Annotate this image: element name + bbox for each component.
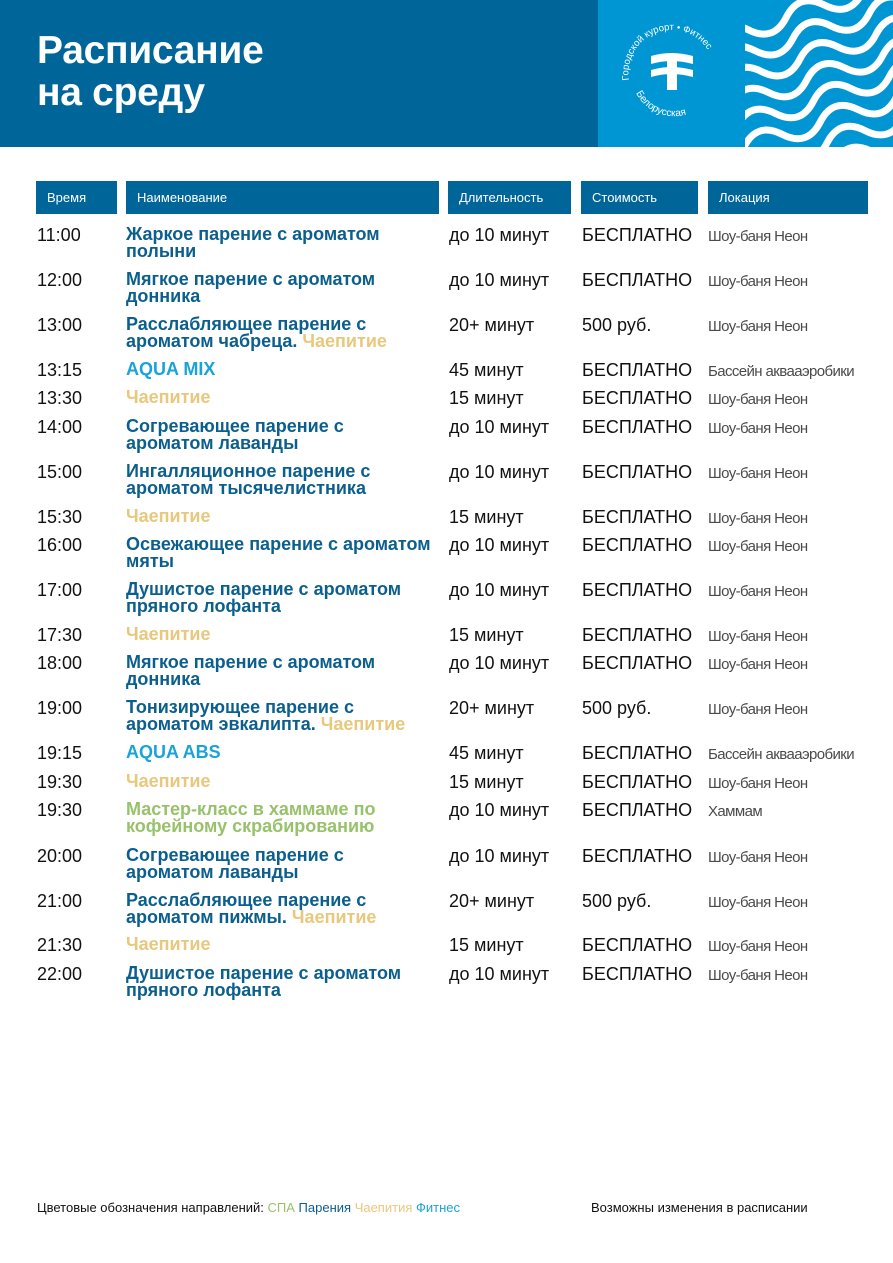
- row-name-tea: Чаепитие: [286, 907, 377, 927]
- legend-tea: Чаепития: [354, 1200, 413, 1215]
- row-name: [126, 936, 431, 953]
- row-time: 15:00: [37, 462, 83, 482]
- column-header-name: Наименование: [126, 181, 439, 214]
- row-time: 11:00: [37, 225, 81, 245]
- row-time: 17:00: [37, 580, 83, 600]
- row-cost: БЕСПЛАТНО: [582, 772, 693, 792]
- row-location: Шоу-баня Неон: [708, 701, 808, 718]
- row-cost: БЕСПЛАТНО: [582, 417, 693, 437]
- row-name: [126, 626, 431, 643]
- row-duration: до 10 минут: [449, 462, 550, 482]
- row-name: [126, 773, 431, 790]
- row-name: [126, 699, 431, 733]
- row-location: Шоу-баня Неон: [708, 273, 808, 290]
- row-duration: 15 минут: [449, 388, 524, 408]
- row-time: 16:00: [37, 535, 83, 555]
- row-name: [126, 744, 431, 761]
- row-name-tea: Чаепитие: [126, 934, 211, 954]
- row-time: 12:00: [37, 270, 83, 290]
- row-time: 19:00: [37, 698, 83, 718]
- row-name-steam: Ингалляционное парение с ароматом тысячелистника: [126, 461, 371, 498]
- row-location: Шоу-баня Неон: [708, 391, 808, 408]
- row-duration: 20+ минут: [449, 891, 535, 911]
- row-duration: до 10 минут: [449, 800, 550, 820]
- row-location: Шоу-баня Неон: [708, 938, 808, 955]
- legend-steam: Парения: [298, 1200, 352, 1215]
- row-duration: 15 минут: [449, 625, 524, 645]
- row-name: [126, 847, 431, 881]
- row-duration: до 10 минут: [449, 535, 550, 555]
- row-name: [126, 654, 431, 688]
- row-name-steam: Мягкое парение с ароматом донника: [126, 652, 376, 689]
- row-name-steam: Расслабляющее парение с ароматом пижмы.: [126, 890, 367, 927]
- row-name: [126, 892, 431, 926]
- row-location: Шоу-баня Неон: [708, 465, 808, 482]
- row-location: Шоу-баня Неон: [708, 656, 808, 673]
- row-location: Бассейн аквааэробики: [708, 746, 854, 763]
- row-time: 19:15: [37, 743, 83, 763]
- row-cost: БЕСПЛАТНО: [582, 270, 693, 290]
- row-location: Шоу-баня Неон: [708, 849, 808, 866]
- row-duration: 20+ минут: [449, 315, 535, 335]
- row-name: [126, 226, 431, 260]
- row-location: Шоу-баня Неон: [708, 420, 808, 437]
- row-cost: БЕСПЛАТНО: [582, 535, 693, 555]
- row-cost: БЕСПЛАТНО: [582, 625, 693, 645]
- row-time: 21:00: [37, 891, 83, 911]
- legend-label: Цветовые обозначения направлений:: [37, 1200, 264, 1215]
- row-cost: БЕСПЛАТНО: [582, 653, 693, 673]
- row-name-steam: Тонизирующее парение с ароматом эвкалипта.: [126, 697, 355, 734]
- legend-spa: СПА: [267, 1200, 295, 1215]
- column-header-time: Время: [36, 181, 117, 214]
- row-cost: БЕСПЛАТНО: [582, 800, 693, 820]
- row-cost: БЕСПЛАТНО: [582, 388, 693, 408]
- header-title-panel: [0, 0, 598, 147]
- row-duration: 15 минут: [449, 507, 524, 527]
- row-name: [126, 418, 431, 452]
- row-name-steam: Мягкое парение с ароматом донника: [126, 269, 376, 306]
- row-cost: БЕСПЛАТНО: [582, 846, 693, 866]
- row-location: Шоу-баня Неон: [708, 510, 808, 527]
- row-cost: БЕСПЛАТНО: [582, 360, 693, 380]
- page-title: [37, 30, 264, 114]
- row-duration: до 10 минут: [449, 653, 550, 673]
- row-name: [126, 965, 431, 999]
- row-time: 21:30: [37, 935, 83, 955]
- column-header-duration: Длительность: [448, 181, 571, 214]
- row-duration: 15 минут: [449, 772, 524, 792]
- row-duration: 20+ минут: [449, 698, 535, 718]
- row-location: Шоу-баня Неон: [708, 894, 808, 911]
- row-name: [126, 508, 431, 525]
- row-location: Шоу-баня Неон: [708, 967, 808, 984]
- row-name: [126, 361, 431, 378]
- row-cost: БЕСПЛАТНО: [582, 225, 693, 245]
- row-name-steam: Расслабляющее парение с ароматом чабреца.: [126, 314, 367, 351]
- row-location: Шоу-баня Неон: [708, 538, 808, 555]
- row-time: 13:00: [37, 315, 83, 335]
- row-duration: до 10 минут: [449, 580, 550, 600]
- row-location: Хаммам: [708, 803, 763, 820]
- row-duration: до 10 минут: [449, 846, 550, 866]
- row-name-tea: Чаепитие: [126, 624, 211, 644]
- row-location: Шоу-баня Неон: [708, 628, 808, 645]
- row-name: [126, 463, 431, 497]
- row-duration: до 10 минут: [449, 270, 550, 290]
- row-duration: 15 минут: [449, 935, 524, 955]
- row-name: [126, 801, 431, 835]
- row-name: [126, 316, 431, 350]
- row-name-fitness: AQUA ABS: [126, 742, 221, 762]
- row-name: [126, 389, 431, 406]
- row-name-steam: Душистое парение с ароматом пряного лофанта: [126, 963, 402, 1000]
- row-time: 19:30: [37, 772, 83, 792]
- row-name-steam: Душистое парение с ароматом пряного лофанта: [126, 579, 402, 616]
- row-cost: БЕСПЛАТНО: [582, 462, 693, 482]
- logo-text-top-path: Городской курорт • Фитнес: [620, 21, 715, 81]
- row-time: 22:00: [37, 964, 83, 984]
- brand-logo-icon: [598, 0, 745, 147]
- row-cost: БЕСПЛАТНО: [582, 935, 693, 955]
- row-time: 17:30: [37, 625, 83, 645]
- page-title-line-2: на среду: [37, 71, 205, 114]
- row-cost: БЕСПЛАТНО: [582, 743, 693, 763]
- row-location: Бассейн аквааэробики: [708, 363, 854, 380]
- row-time: 19:30: [37, 800, 83, 820]
- row-duration: до 10 минут: [449, 225, 550, 245]
- page-title-line-1: Расписание: [37, 29, 264, 72]
- row-name-steam: Согревающее парение с ароматом лаванды: [126, 845, 344, 882]
- row-name-steam: Согревающее парение с ароматом лаванды: [126, 416, 344, 453]
- row-cost: БЕСПЛАТНО: [582, 507, 693, 527]
- row-time: 15:30: [37, 507, 83, 527]
- row-cost: БЕСПЛАТНО: [582, 580, 693, 600]
- row-name-steam: Освежающее парение с ароматом мяты: [126, 534, 431, 571]
- row-time: 20:00: [37, 846, 83, 866]
- color-legend: [37, 1200, 460, 1215]
- column-header-location: Локация: [708, 181, 868, 214]
- row-location: Шоу-баня Неон: [708, 583, 808, 600]
- row-cost: 500 руб.: [582, 698, 652, 718]
- row-time: 13:15: [37, 360, 83, 380]
- column-header-cost: Стоимость: [581, 181, 698, 214]
- row-name-spa: Мастер-класс в хаммаме по кофейному скрабированию: [126, 799, 376, 836]
- row-duration: до 10 минут: [449, 964, 550, 984]
- brand-logo: [598, 0, 745, 147]
- row-name-steam: Жаркое парение с ароматом полыни: [126, 224, 380, 261]
- row-name-tea: Чаепитие: [315, 714, 406, 734]
- row-name-tea: Чаепитие: [297, 331, 387, 351]
- row-location: Шоу-баня Неон: [708, 775, 808, 792]
- row-location: Шоу-баня Неон: [708, 318, 808, 335]
- row-cost: БЕСПЛАТНО: [582, 964, 693, 984]
- row-cost: 500 руб.: [582, 315, 652, 335]
- row-name: [126, 581, 431, 615]
- row-time: 13:30: [37, 388, 83, 408]
- row-name: [126, 536, 431, 570]
- row-duration: 45 минут: [449, 360, 524, 380]
- row-name-tea: Чаепитие: [126, 771, 211, 791]
- wave-pattern-icon: [745, 0, 893, 147]
- row-duration: до 10 минут: [449, 417, 550, 437]
- row-duration: 45 минут: [449, 743, 524, 763]
- legend-fitness: Фитнес: [416, 1200, 461, 1215]
- row-name: [126, 271, 431, 305]
- row-name-fitness: AQUA MIX: [126, 359, 216, 379]
- page-header: [0, 0, 893, 147]
- row-name-tea: Чаепитие: [126, 506, 211, 526]
- row-cost: 500 руб.: [582, 891, 652, 911]
- row-name-tea: Чаепитие: [126, 387, 211, 407]
- logo-mark-icon: [651, 53, 693, 90]
- logo-text-bottom: [633, 89, 687, 119]
- logo-text-bottom-path: Белорусская: [633, 88, 688, 120]
- row-time: 18:00: [37, 653, 83, 673]
- wave-pattern: [745, 0, 893, 147]
- row-time: 14:00: [37, 417, 83, 437]
- row-location: Шоу-баня Неон: [708, 228, 808, 245]
- schedule-change-note: Возможны изменения в расписании: [591, 1200, 808, 1215]
